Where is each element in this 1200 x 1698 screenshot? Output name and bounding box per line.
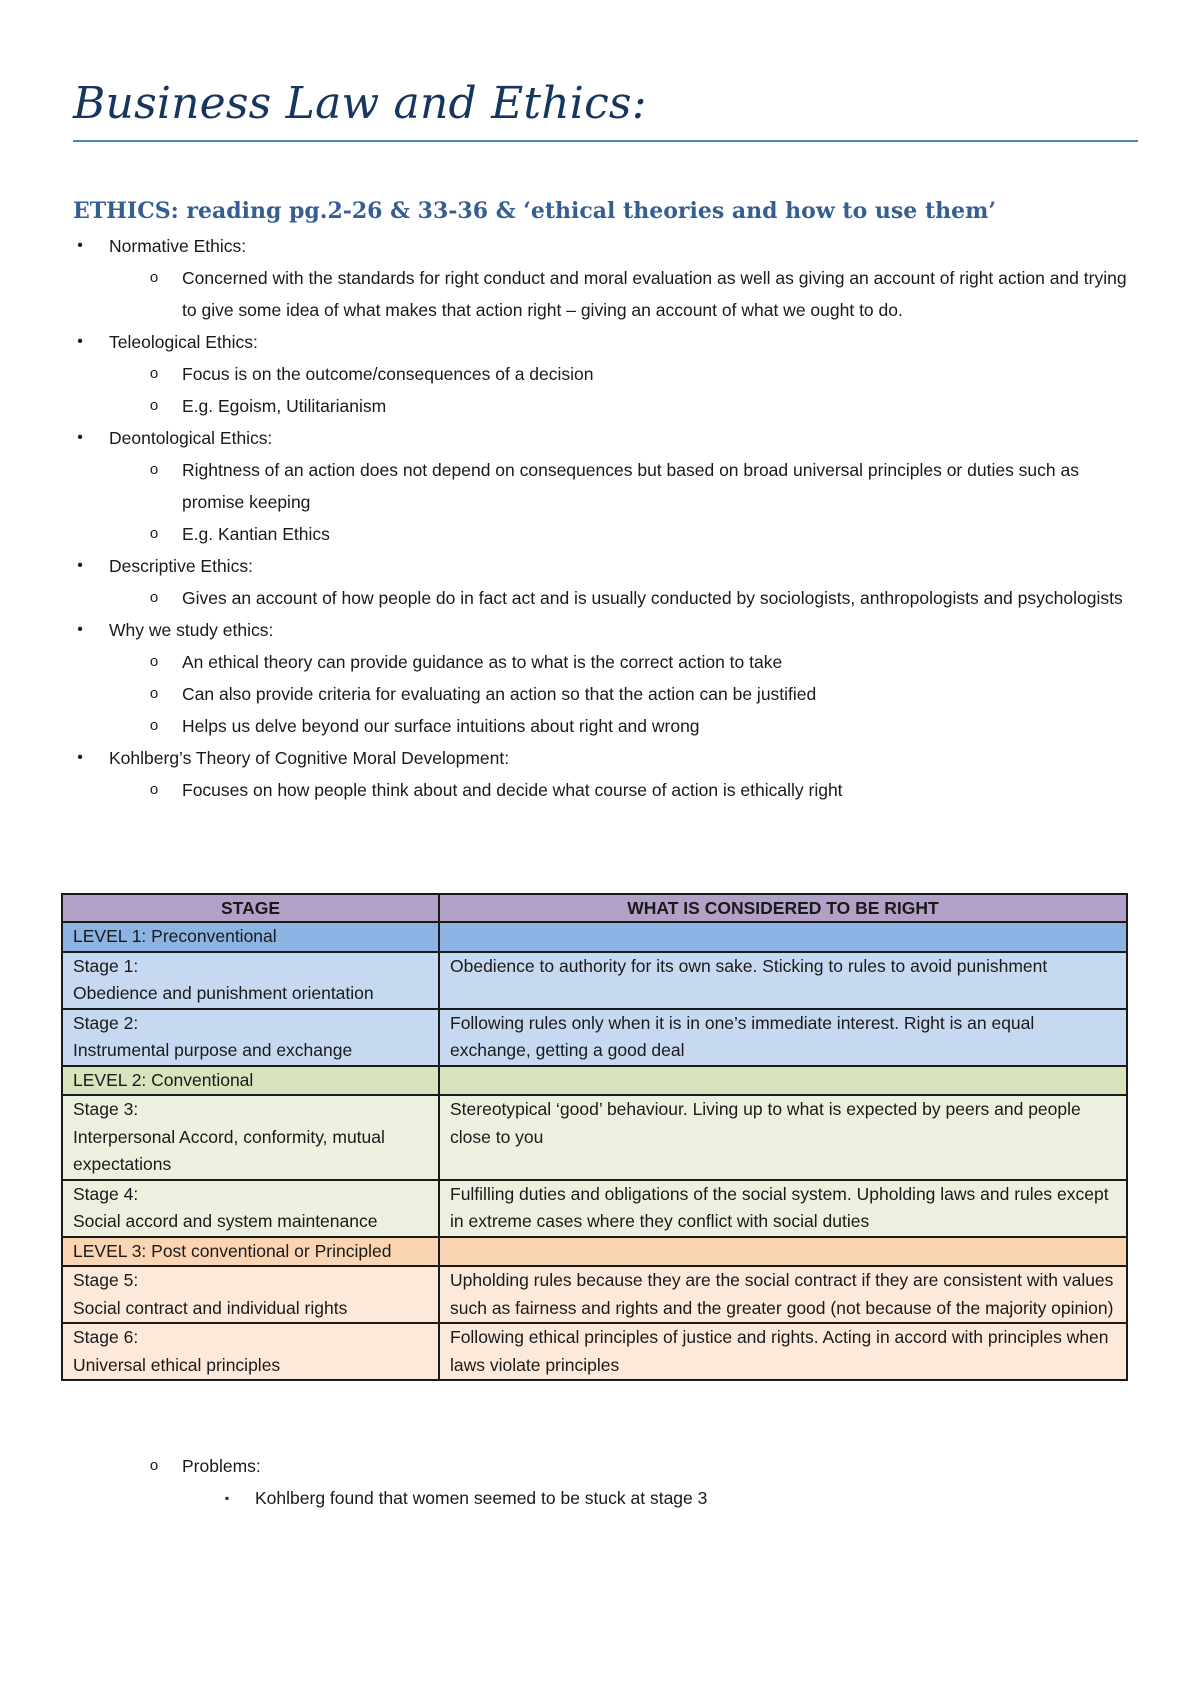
outline-item	[0, 326, 1140, 358]
outline-sub-item	[0, 582, 1140, 614]
outline-sub-item-text: Gives an account of how people do in fact act and is usually conducted by sociologists, anthropologists and psychologists	[182, 588, 1123, 608]
table-row	[62, 952, 1127, 1009]
outline-sub-item-text: Focuses on how people think about and decide what course of action is ethically right	[182, 780, 843, 800]
ethics-outline	[0, 230, 1200, 806]
table-row	[62, 1066, 1127, 1096]
disc-bullet-icon: •	[77, 429, 83, 446]
hollow-bullet-icon: o	[149, 589, 159, 606]
disc-bullet-icon: •	[77, 621, 83, 638]
section-heading: ETHICS: reading pg.2-26 & 33-36 & ‘ethical theories and how to use them’	[73, 198, 997, 224]
hollow-bullet-icon: o	[149, 269, 159, 286]
outline-sub-item	[0, 390, 1140, 422]
table-row	[62, 1323, 1127, 1380]
outline-sub-item	[0, 262, 1140, 326]
table-row	[62, 1095, 1127, 1180]
outline-sub-item	[0, 646, 1140, 678]
problems-item	[0, 1450, 1200, 1482]
hollow-bullet-icon: o	[149, 653, 159, 670]
outline-sub-item	[0, 774, 1140, 806]
stage-cell: Stage 1: Obedience and punishment orientation	[62, 952, 439, 1009]
considered-right-cell: Obedience to authority for its own sake. Sticking to rules to avoid punishment	[439, 952, 1127, 1009]
hollow-bullet-icon: o	[149, 717, 159, 734]
document-title: Business Law and Ethics:	[73, 78, 647, 129]
outline-sub-item	[0, 518, 1140, 550]
stage-cell: Stage 2: Instrumental purpose and exchange	[62, 1009, 439, 1066]
kohlberg-stages-table	[61, 893, 1128, 1381]
outline-sub-item-text: Helps us delve beyond our surface intuitions about right and wrong	[182, 716, 700, 736]
outline-item	[0, 742, 1140, 774]
table-header-row	[62, 894, 1127, 922]
outline-item-label: Normative Ethics:	[109, 236, 247, 256]
table-row	[62, 1237, 1127, 1267]
hollow-bullet-icon: o	[149, 1457, 159, 1474]
stage-cell: Stage 3: Interpersonal Accord, conformity, mutual expectations	[62, 1095, 439, 1180]
outline-sub-item	[0, 358, 1140, 390]
considered-right-cell: Following ethical principles of justice and rights. Acting in accord with principles when laws violate principles	[439, 1323, 1127, 1380]
considered-right-cell	[439, 1237, 1127, 1267]
stage-cell: LEVEL 1: Preconventional	[62, 922, 439, 952]
header-considered-right: WHAT IS CONSIDERED TO BE RIGHT	[439, 894, 1127, 922]
outline-sub-item	[0, 454, 1140, 518]
table-row	[62, 1180, 1127, 1237]
disc-bullet-icon: •	[77, 333, 83, 350]
stage-cell: LEVEL 3: Post conventional or Principled	[62, 1237, 439, 1267]
outline-item-label: Why we study ethics:	[109, 620, 274, 640]
outline-item	[0, 422, 1140, 454]
considered-right-cell: Fulfilling duties and obligations of the social system. Upholding laws and rules except in extreme cases where they conflict with social duties	[439, 1180, 1127, 1237]
disc-bullet-icon: •	[77, 557, 83, 574]
stage-cell: Stage 5: Social contract and individual rights	[62, 1266, 439, 1323]
disc-bullet-icon: •	[77, 237, 83, 254]
outline-sub-item	[0, 710, 1140, 742]
hollow-bullet-icon: o	[149, 525, 159, 542]
outline-sub-item-text: Focus is on the outcome/consequences of a decision	[182, 364, 594, 384]
outline-sub-item-text: Concerned with the standards for right conduct and moral evaluation as well as giving an account of right action and trying to give some idea of what makes that action right – giving an account of what we ought to do.	[182, 268, 1127, 320]
table-row	[62, 922, 1127, 952]
considered-right-cell	[439, 922, 1127, 952]
hollow-bullet-icon: o	[149, 685, 159, 702]
table-row	[62, 1266, 1127, 1323]
outline-sub-item	[0, 678, 1140, 710]
problems-label: Problems:	[182, 1456, 261, 1476]
hollow-bullet-icon: o	[149, 781, 159, 798]
outline-sub-item-text: E.g. Kantian Ethics	[182, 524, 330, 544]
considered-right-cell: Upholding rules because they are the social contract if they are consistent with values such as fairness and rights and the greater good (not because of the majority opinion)	[439, 1266, 1127, 1323]
stage-cell: LEVEL 2: Conventional	[62, 1066, 439, 1096]
problems-list	[0, 1450, 1200, 1514]
header-stage: STAGE	[62, 894, 439, 922]
outline-sub-item-text: An ethical theory can provide guidance as to what is the correct action to take	[182, 652, 783, 672]
stage-cell: Stage 4: Social accord and system maintenance	[62, 1180, 439, 1237]
outline-item	[0, 614, 1140, 646]
outline-sub-item-text: Can also provide criteria for evaluating an action so that the action can be justified	[182, 684, 817, 704]
problems-sub-text: Kohlberg found that women seemed to be stuck at stage 3	[255, 1488, 708, 1508]
considered-right-cell: Stereotypical ‘good’ behaviour. Living up to what is expected by peers and people close to you	[439, 1095, 1127, 1180]
hollow-bullet-icon: o	[149, 397, 159, 414]
outline-item	[0, 230, 1140, 262]
outline-sub-item-text: E.g. Egoism, Utilitarianism	[182, 396, 387, 416]
stage-cell: Stage 6: Universal ethical principles	[62, 1323, 439, 1380]
problems-sub-item	[0, 1482, 1200, 1514]
disc-bullet-icon: •	[77, 749, 83, 766]
outline-item-label: Kohlberg’s Theory of Cognitive Moral Development:	[109, 748, 510, 768]
hollow-bullet-icon: o	[149, 461, 159, 478]
outline-item-label: Deontological Ethics:	[109, 428, 273, 448]
hollow-bullet-icon: o	[149, 365, 159, 382]
square-bullet-icon: ▪	[224, 1491, 230, 1505]
table-body	[62, 922, 1127, 1380]
considered-right-cell	[439, 1066, 1127, 1096]
table-row	[62, 1009, 1127, 1066]
title-underline	[73, 140, 1138, 142]
considered-right-cell: Following rules only when it is in one’s immediate interest. Right is an equal exchange, getting a good deal	[439, 1009, 1127, 1066]
outline-item-label: Teleological Ethics:	[109, 332, 258, 352]
outline-sub-item-text: Rightness of an action does not depend on consequences but based on broad universal principles or duties such as promise keeping	[182, 460, 1079, 512]
outline-item	[0, 550, 1140, 582]
outline-item-label: Descriptive Ethics:	[109, 556, 253, 576]
